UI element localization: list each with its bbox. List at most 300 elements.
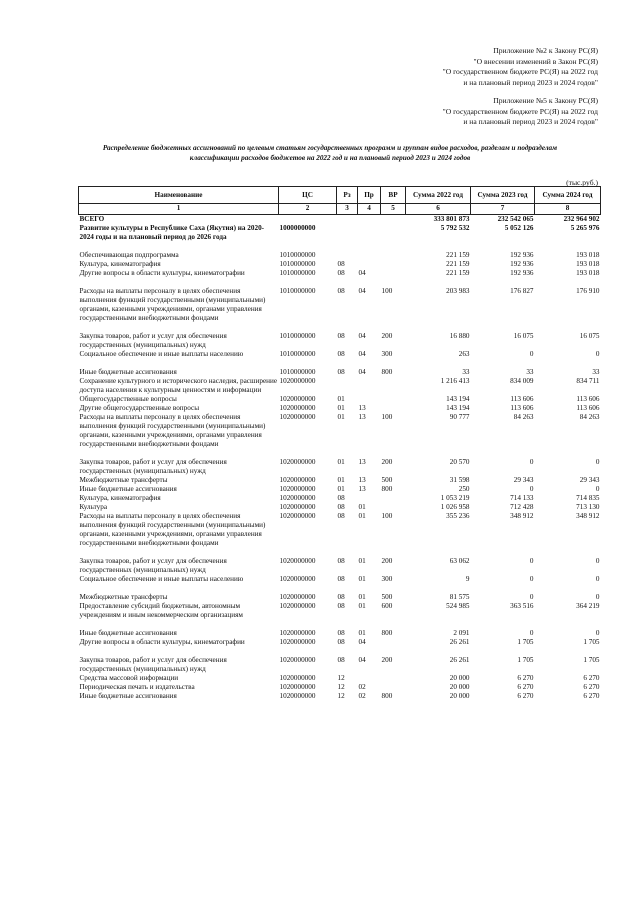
row-vr-code: [381, 674, 406, 683]
row-rz-code: 08: [337, 503, 345, 511]
column-numbers-row: [79, 204, 601, 215]
row-name: [79, 449, 279, 458]
row-sum-2023: 0: [529, 350, 534, 358]
row-pr-code: 01: [358, 575, 366, 583]
row-cs-code: [279, 584, 337, 593]
row-cs-code: 1020000000: [279, 683, 316, 691]
row-pr-code: 01: [358, 602, 366, 610]
row-sum-2024: 1 705: [583, 656, 600, 664]
row-pr-code: 01: [358, 557, 366, 565]
table-row: [79, 593, 601, 602]
row-sum-2022: 221 159: [446, 260, 470, 268]
row-vr-code: [381, 359, 406, 368]
row-sum-2023: [471, 323, 535, 332]
annex-line: и на плановый период 2023 и 2024 годов": [463, 77, 598, 87]
row-sum-2022: 143 194: [446, 404, 470, 412]
row-name: Культура: [79, 503, 108, 511]
row-sum-2024: 348 912: [576, 512, 600, 520]
row-sum-2023: 0: [529, 629, 534, 637]
row-sum-2023: 363 516: [510, 602, 534, 610]
row-sum-2023: 0: [529, 485, 534, 493]
table-row: [79, 251, 601, 260]
column-number: 1: [79, 204, 279, 215]
row-sum-2022: [406, 323, 471, 332]
row-name: Расходы на выплаты персоналу в целях обеспечения выполнения функций государственными (муниципальными) органами, казенными учреждениями, органами управления государственными внебюджетными фондами: [79, 512, 266, 547]
column-header-vr: ВР: [381, 187, 406, 204]
row-sum-2023: 348 912: [510, 512, 534, 520]
row-sum-2022: 355 236: [446, 512, 470, 520]
row-sum-2024: 6 270: [583, 692, 600, 700]
row-pr-code: [358, 242, 381, 251]
row-pr-code: [358, 215, 381, 225]
row-rz-code: 08: [337, 260, 345, 268]
column-number: 6: [406, 204, 471, 215]
table-row: [79, 638, 601, 647]
table-row: [79, 224, 601, 242]
row-name: Общегосударственные вопросы: [79, 395, 177, 403]
row-rz-code: [337, 620, 358, 629]
row-vr-code: [381, 548, 406, 557]
row-sum-2023: 5 052 126: [504, 224, 534, 232]
row-cs-code: 1010000000: [279, 260, 316, 268]
row-sum-2024: 364 219: [576, 602, 600, 610]
row-pr-code: [358, 647, 381, 656]
row-name: Расходы на выплаты персоналу в целях обеспечения выполнения функций государственными (муниципальными) органами, казенными учреждениями, органами управления государственными внебюджетными фондами: [79, 413, 266, 448]
row-rz-code: 08: [337, 638, 345, 646]
row-sum-2023: 834 009: [510, 377, 534, 385]
column-header-rz: Рз: [337, 187, 358, 204]
row-sum-2024: 29 343: [579, 476, 600, 484]
row-pr-code: 13: [358, 404, 366, 412]
row-cs-code: [279, 359, 337, 368]
table-row: [79, 692, 601, 701]
row-sum-2023: 176 827: [510, 287, 534, 295]
row-sum-2022: 250: [458, 485, 470, 493]
row-sum-2024: [535, 647, 601, 656]
row-rz-code: 01: [337, 404, 345, 412]
row-sum-2023: 113 606: [510, 404, 534, 412]
row-name: Средства массовой информации: [79, 674, 179, 682]
row-vr-code: 100: [381, 413, 393, 421]
row-sum-2024: 0: [595, 350, 600, 358]
row-vr-code: 800: [381, 692, 393, 700]
row-name: Сохранение культурного и исторического наследия, расширение доступа населения к культурным ценностям и информации: [79, 377, 278, 394]
row-vr-code: [381, 251, 406, 260]
row-sum-2024: 0: [595, 593, 600, 601]
row-pr-code: [358, 395, 381, 404]
annex-line: "О государственном бюджете РС(Я) на 2022 год: [442, 106, 598, 116]
row-sum-2022: [406, 242, 471, 251]
column-header-cs: ЦС: [279, 187, 337, 204]
row-sum-2023: 113 606: [510, 395, 534, 403]
row-sum-2022: [406, 278, 471, 287]
row-cs-code: [279, 449, 337, 458]
row-rz-code: [337, 584, 358, 593]
table-row: [79, 287, 601, 323]
row-vr-code: 600: [381, 602, 393, 610]
row-name: Предоставление субсидий бюджетным, автономным учреждениям и иным некоммерческим организациям: [79, 602, 243, 619]
units-label: (тыс.руб.): [566, 178, 598, 187]
row-sum-2022: [406, 449, 471, 458]
row-rz-code: 08: [337, 332, 345, 340]
row-sum-2022: 333 801 873: [433, 215, 470, 223]
row-sum-2024: 176 910: [576, 287, 600, 295]
row-cs-code: 1010000000: [279, 350, 316, 358]
row-name: [79, 647, 279, 656]
row-pr-code: [358, 449, 381, 458]
row-vr-code: 300: [381, 350, 393, 358]
column-number: 7: [471, 204, 535, 215]
table-row-spacer: [79, 323, 601, 332]
row-sum-2023: 232 542 065: [497, 215, 534, 223]
table-row: [79, 458, 601, 476]
row-name: [79, 620, 279, 629]
row-sum-2022: 524 985: [446, 602, 470, 610]
row-vr-code: 800: [381, 368, 393, 376]
row-sum-2023: [471, 278, 535, 287]
row-pr-code: [358, 674, 381, 683]
row-sum-2023: 192 936: [510, 269, 534, 277]
row-rz-code: [337, 278, 358, 287]
row-vr-code: 500: [381, 593, 393, 601]
row-sum-2024: 834 711: [576, 377, 600, 385]
row-vr-code: [381, 395, 406, 404]
column-number: 5: [381, 204, 406, 215]
row-sum-2022: 143 194: [446, 395, 470, 403]
row-pr-code: 13: [358, 413, 366, 421]
table-row: [79, 350, 601, 359]
table-row: [79, 377, 601, 395]
row-pr-code: [358, 359, 381, 368]
table-row-spacer: [79, 359, 601, 368]
row-sum-2022: 263: [458, 350, 470, 358]
row-sum-2022: 20 000: [449, 692, 470, 700]
row-name: Межбюджетные трансферты: [79, 476, 168, 484]
row-cs-code: [279, 215, 337, 225]
row-rz-code: [337, 224, 358, 242]
row-sum-2022: 90 777: [449, 413, 470, 421]
row-rz-code: 08: [337, 368, 345, 376]
row-sum-2024: [535, 242, 601, 251]
row-sum-2023: 16 075: [513, 332, 534, 340]
row-name: [79, 323, 279, 332]
row-sum-2022: 81 575: [449, 593, 470, 601]
table-row: [79, 269, 601, 278]
row-sum-2023: 1 705: [517, 656, 534, 664]
row-rz-code: 01: [337, 413, 345, 421]
row-pr-code: [358, 584, 381, 593]
row-cs-code: 1010000000: [279, 287, 316, 295]
row-rz-code: 01: [337, 485, 345, 493]
row-vr-code: [381, 377, 406, 395]
row-vr-code: [381, 278, 406, 287]
row-vr-code: 200: [381, 557, 393, 565]
row-name: Развитие культуры в Республике Саха (Якутия) на 2020-2024 годы и на плановый период до 2026 года: [79, 224, 265, 241]
row-pr-code: [358, 548, 381, 557]
row-sum-2022: 1 026 958: [440, 503, 470, 511]
row-sum-2023: [471, 647, 535, 656]
row-sum-2022: 5 792 532: [440, 224, 470, 232]
row-pr-code: 02: [358, 692, 366, 700]
row-pr-code: [358, 377, 381, 395]
row-sum-2022: 20 000: [449, 683, 470, 691]
row-name: [79, 359, 279, 368]
row-sum-2023: 192 936: [510, 251, 534, 259]
column-number: 4: [358, 204, 381, 215]
column-number: 3: [337, 204, 358, 215]
table-row-spacer: [79, 647, 601, 656]
row-cs-code: 1020000000: [279, 503, 316, 511]
row-vr-code: 100: [381, 512, 393, 520]
row-pr-code: 04: [358, 368, 366, 376]
row-sum-2022: 221 159: [446, 269, 470, 277]
row-sum-2023: 84 263: [513, 413, 534, 421]
row-cs-code: 1020000000: [279, 692, 316, 700]
row-sum-2024: 193 018: [576, 269, 600, 277]
header-row: [79, 187, 601, 204]
row-name: [79, 242, 279, 251]
row-rz-code: 08: [337, 269, 345, 277]
table-row: [79, 413, 601, 449]
row-cs-code: 1020000000: [279, 476, 316, 484]
row-cs-code: 1020000000: [279, 575, 316, 583]
row-name: ВСЕГО: [79, 215, 105, 223]
row-cs-code: [279, 647, 337, 656]
row-pr-code: 01: [358, 512, 366, 520]
row-sum-2022: [406, 584, 471, 593]
row-sum-2024: [535, 323, 601, 332]
row-sum-2024: 193 018: [576, 251, 600, 259]
row-sum-2023: [471, 242, 535, 251]
row-rz-code: 08: [337, 593, 345, 601]
table-row: [79, 602, 601, 620]
row-vr-code: [381, 503, 406, 512]
row-sum-2023: 712 428: [510, 503, 534, 511]
row-sum-2022: [406, 359, 471, 368]
row-name: Иные бюджетные ассигнования: [79, 692, 177, 700]
row-sum-2022: 1 216 413: [440, 377, 470, 385]
table-row-spacer: [79, 548, 601, 557]
row-vr-code: 100: [381, 287, 393, 295]
table-row-spacer: [79, 620, 601, 629]
row-rz-code: 08: [337, 287, 345, 295]
row-vr-code: [381, 260, 406, 269]
row-vr-code: 800: [381, 485, 393, 493]
row-sum-2023: 0: [529, 458, 534, 466]
table-row: [79, 503, 601, 512]
row-rz-code: [337, 647, 358, 656]
row-sum-2022: [406, 620, 471, 629]
table-row: [79, 629, 601, 638]
row-sum-2024: [535, 620, 601, 629]
row-sum-2023: 6 270: [517, 692, 534, 700]
row-name: Иные бюджетные ассигнования: [79, 629, 177, 637]
row-rz-code: 08: [337, 656, 345, 664]
row-name: Другие вопросы в области культуры, кинематографии: [79, 269, 245, 277]
row-name: [79, 278, 279, 287]
row-sum-2022: 33: [462, 368, 470, 376]
row-sum-2024: 232 964 902: [563, 215, 600, 223]
row-cs-code: 1020000000: [279, 638, 316, 646]
row-sum-2024: [535, 359, 601, 368]
row-sum-2022: 31 598: [449, 476, 470, 484]
row-sum-2024: 0: [595, 458, 600, 466]
table-row: [79, 575, 601, 584]
annex-2-reference: [443, 46, 598, 88]
row-cs-code: 1020000000: [279, 602, 316, 610]
row-name: Расходы на выплаты персоналу в целях обеспечения выполнения функций государственными (муниципальными) органами, казенными учреждениями, органами управления государственными внебюджетными фондами: [79, 287, 266, 322]
row-pr-code: 02: [358, 683, 366, 691]
row-rz-code: [337, 548, 358, 557]
row-cs-code: 1020000000: [279, 377, 316, 385]
row-pr-code: 01: [358, 593, 366, 601]
row-pr-code: [358, 260, 381, 269]
budget-table: [78, 186, 601, 701]
row-vr-code: [381, 215, 406, 225]
column-header-sum-2023: Сумма 2023 год: [471, 187, 535, 204]
row-sum-2024: [535, 449, 601, 458]
row-vr-code: [381, 620, 406, 629]
row-name: Другие вопросы в области культуры, кинематографии: [79, 638, 245, 646]
row-rz-code: 08: [337, 629, 345, 637]
row-pr-code: 04: [358, 350, 366, 358]
row-cs-code: 1010000000: [279, 251, 316, 259]
table-row: [79, 260, 601, 269]
table-row-spacer: [79, 242, 601, 251]
row-name: Социальное обеспечение и иные выплаты населению: [79, 575, 244, 583]
row-sum-2022: 203 983: [446, 287, 470, 295]
row-cs-code: 1010000000: [279, 368, 316, 376]
row-vr-code: [381, 323, 406, 332]
row-vr-code: [381, 404, 406, 413]
row-cs-code: 1020000000: [279, 458, 316, 466]
row-sum-2024: 16 075: [579, 332, 600, 340]
row-sum-2023: [471, 620, 535, 629]
row-vr-code: [381, 494, 406, 503]
row-cs-code: 1020000000: [279, 395, 316, 403]
row-sum-2023: 33: [526, 368, 534, 376]
annex-line: Приложение №2 к Закону РС(Я): [493, 46, 598, 55]
row-pr-code: 04: [358, 269, 366, 277]
row-sum-2023: 0: [529, 557, 534, 565]
row-rz-code: [337, 359, 358, 368]
row-sum-2024: 33: [592, 368, 600, 376]
row-vr-code: [381, 269, 406, 278]
row-cs-code: [279, 548, 337, 557]
row-pr-code: 04: [358, 332, 366, 340]
row-cs-code: [279, 620, 337, 629]
row-rz-code: [337, 323, 358, 332]
row-sum-2024: 113 606: [576, 395, 600, 403]
row-rz-code: 08: [337, 575, 345, 583]
row-pr-code: 04: [358, 656, 366, 664]
row-cs-code: 1020000000: [279, 656, 316, 664]
row-sum-2022: 16 880: [449, 332, 470, 340]
row-sum-2024: 0: [595, 575, 600, 583]
row-name: Закупка товаров, работ и услуг для обеспечения государственных (муниципальных) нужд: [79, 458, 227, 475]
row-sum-2023: [471, 584, 535, 593]
row-rz-code: 08: [337, 494, 345, 502]
row-sum-2024: 714 835: [576, 494, 600, 502]
row-sum-2023: 192 936: [510, 260, 534, 268]
row-sum-2023: [471, 449, 535, 458]
row-rz-code: 01: [337, 458, 345, 466]
column-header-sum-2024: Сумма 2024 год: [535, 187, 601, 204]
row-cs-code: 1020000000: [279, 485, 316, 493]
row-sum-2023: 0: [529, 593, 534, 601]
row-name: [79, 584, 279, 593]
row-sum-2023: 714 133: [510, 494, 534, 502]
row-name: Социальное обеспечение и иные выплаты населению: [79, 350, 244, 358]
row-cs-code: 1020000000: [279, 512, 316, 520]
row-sum-2022: 20 570: [449, 458, 470, 466]
row-cs-code: 1010000000: [279, 269, 316, 277]
row-cs-code: 1020000000: [279, 629, 316, 637]
row-sum-2023: [471, 548, 535, 557]
row-vr-code: 200: [381, 332, 393, 340]
row-vr-code: [381, 638, 406, 647]
row-sum-2024: 5 265 976: [570, 224, 600, 232]
row-pr-code: [358, 251, 381, 260]
row-rz-code: [337, 242, 358, 251]
table-row: [79, 512, 601, 548]
row-sum-2022: 26 261: [449, 638, 470, 646]
row-name: [79, 548, 279, 557]
table-row: [79, 404, 601, 413]
table-row: [79, 656, 601, 674]
row-sum-2024: 713 130: [576, 503, 600, 511]
row-sum-2024: 6 270: [583, 674, 600, 682]
row-pr-code: 04: [358, 287, 366, 295]
row-sum-2023: 6 270: [517, 674, 534, 682]
column-number: 8: [535, 204, 601, 215]
row-rz-code: 08: [337, 557, 345, 565]
row-pr-code: [358, 278, 381, 287]
row-rz-code: [337, 215, 358, 225]
row-vr-code: 200: [381, 656, 393, 664]
row-cs-code: 1020000000: [279, 413, 316, 421]
row-cs-code: 1010000000: [279, 332, 316, 340]
row-sum-2024: [535, 278, 601, 287]
column-header-pr: Пр: [358, 187, 381, 204]
annex-line: "О государственном бюджете РС(Я) на 2022 год: [442, 67, 598, 77]
row-sum-2024: [535, 548, 601, 557]
row-sum-2022: 26 261: [449, 656, 470, 664]
row-name: Закупка товаров, работ и услуг для обеспечения государственных (муниципальных) нужд: [79, 557, 227, 574]
row-vr-code: [381, 449, 406, 458]
row-sum-2023: 6 270: [517, 683, 534, 691]
row-cs-code: [279, 323, 337, 332]
row-rz-code: 12: [337, 683, 345, 691]
row-pr-code: 13: [358, 476, 366, 484]
row-sum-2022: [406, 548, 471, 557]
table-row-spacer: [79, 278, 601, 287]
row-name: Культура, кинематография: [79, 260, 161, 268]
row-name: Культура, кинематография: [79, 494, 161, 502]
row-rz-code: 12: [337, 674, 345, 682]
table-row-spacer: [79, 449, 601, 458]
row-cs-code: 1020000000: [279, 404, 316, 412]
row-name: Обеспечивающая подпрограмма: [79, 251, 179, 259]
row-name: Иные бюджетные ассигнования: [79, 368, 177, 376]
row-sum-2023: 1 705: [517, 638, 534, 646]
row-name: Межбюджетные трансферты: [79, 593, 168, 601]
row-name: Периодическая печать и издательства: [79, 683, 195, 691]
row-pr-code: [358, 323, 381, 332]
row-rz-code: 08: [337, 512, 345, 520]
row-sum-2024: 113 606: [576, 404, 600, 412]
row-sum-2024: 84 263: [579, 413, 600, 421]
